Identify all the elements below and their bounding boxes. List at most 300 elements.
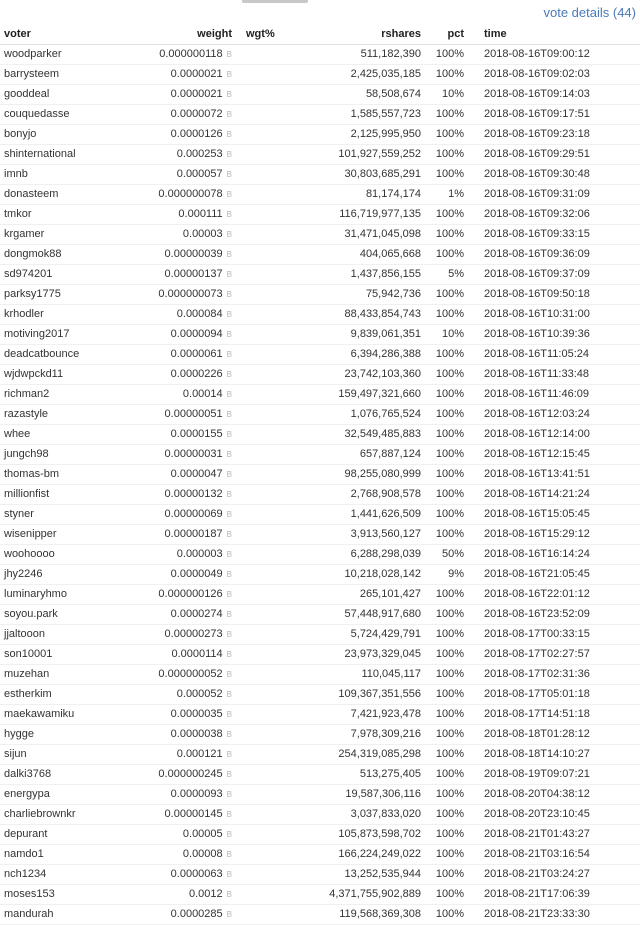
vote-pct: 100%: [425, 424, 468, 444]
vote-pct: 100%: [425, 304, 468, 324]
vote-weight: [128, 464, 236, 484]
vote-time: 2018-08-17T05:01:18: [468, 684, 640, 704]
vote-rshares: 13,252,535,944: [311, 864, 425, 884]
vote-weight: [128, 764, 236, 784]
table-row: [0, 884, 640, 904]
vote-wgt-percent: [236, 804, 311, 824]
vote-time: 2018-08-16T09:31:09: [468, 184, 640, 204]
voter-name[interactable]: deadcatbounce: [0, 344, 128, 364]
table-row: [0, 704, 640, 724]
vote-weight: [128, 804, 236, 824]
voter-name[interactable]: donasteem: [0, 184, 128, 204]
vote-pct: 100%: [425, 684, 468, 704]
vote-wgt-percent: [236, 604, 311, 624]
vote-pct: 100%: [425, 364, 468, 384]
voter-name[interactable]: luminaryhmo: [0, 584, 128, 604]
vote-rshares: 657,887,124: [311, 444, 425, 464]
vote-pct: 50%: [425, 544, 468, 564]
table-row: [0, 684, 640, 704]
vote-time: 2018-08-21T01:43:27: [468, 824, 640, 844]
table-row: [0, 604, 640, 624]
vote-weight: [128, 704, 236, 724]
vote-time: 2018-08-21T23:33:30: [468, 904, 640, 924]
vote-wgt-percent: [236, 584, 311, 604]
table-row: [0, 904, 640, 924]
vote-time: 2018-08-16T23:52:09: [468, 604, 640, 624]
table-row: [0, 844, 640, 864]
weight-value: 0.0000047: [170, 468, 223, 480]
table-row: [0, 824, 640, 844]
voter-name[interactable]: bonyjo: [0, 124, 128, 144]
vote-weight: [128, 344, 236, 364]
vote-wgt-percent: [236, 144, 311, 164]
table-row: [0, 244, 640, 264]
voter-name[interactable]: barrysteem: [0, 64, 128, 84]
bitcoin-icon: B: [226, 170, 232, 179]
voter-name[interactable]: thomas-bm: [0, 464, 128, 484]
vote-rshares: 6,288,298,039: [311, 544, 425, 564]
vote-rshares: 3,037,833,020: [311, 804, 425, 824]
bitcoin-icon: B: [226, 250, 232, 259]
vote-wgt-percent: [236, 504, 311, 524]
voter-name[interactable]: tmkor: [0, 204, 128, 224]
vote-wgt-percent: [236, 444, 311, 464]
vote-time: 2018-08-16T09:33:15: [468, 224, 640, 244]
voter-name[interactable]: richman2: [0, 384, 128, 404]
vote-time: 2018-08-18T01:28:12: [468, 724, 640, 744]
vote-rshares: 98,255,080,999: [311, 464, 425, 484]
table-row: [0, 484, 640, 504]
vote-time: 2018-08-17T00:33:15: [468, 624, 640, 644]
voter-name[interactable]: razastyle: [0, 404, 128, 424]
vote-weight: [128, 244, 236, 264]
vote-wgt-percent: [236, 844, 311, 864]
table-row: [0, 124, 640, 144]
vote-wgt-percent: [236, 164, 311, 184]
vote-rshares: 254,319,085,298: [311, 744, 425, 764]
voter-name[interactable]: woohoooo: [0, 544, 128, 564]
vote-time: 2018-08-17T02:31:36: [468, 664, 640, 684]
vote-weight: [128, 164, 236, 184]
bitcoin-icon: B: [226, 590, 232, 599]
voter-name[interactable]: dongmok88: [0, 244, 128, 264]
voter-name[interactable]: wisenipper: [0, 524, 128, 544]
vote-wgt-percent: [236, 824, 311, 844]
bitcoin-icon: B: [226, 630, 232, 639]
vote-rshares: 81,174,174: [311, 184, 425, 204]
vote-time: 2018-08-16T09:30:48: [468, 164, 640, 184]
vote-pct: 100%: [425, 724, 468, 744]
vote-rshares: 265,101,427: [311, 584, 425, 604]
vote-time: 2018-08-21T03:24:27: [468, 864, 640, 884]
vote-pct: 100%: [425, 484, 468, 504]
weight-value: 0.0000114: [171, 648, 223, 660]
vote-time: 2018-08-16T09:36:09: [468, 244, 640, 264]
vote-rshares: 2,425,035,185: [311, 64, 425, 84]
vote-rshares: 119,568,369,308: [311, 904, 425, 924]
table-row: [0, 344, 640, 364]
vote-wgt-percent: [236, 744, 311, 764]
weight-value: 0.0000021: [170, 68, 223, 80]
vote-pct: 100%: [425, 284, 468, 304]
table-row: [0, 104, 640, 124]
vote-wgt-percent: [236, 724, 311, 744]
vote-weight: [128, 724, 236, 744]
vote-time: 2018-08-16T16:14:24: [468, 544, 640, 564]
vote-weight: [128, 404, 236, 424]
vote-pct: 100%: [425, 604, 468, 624]
voter-name[interactable]: hygge: [0, 724, 128, 744]
vote-time: 2018-08-16T12:14:00: [468, 424, 640, 444]
vote-time: 2018-08-17T14:51:18: [468, 704, 640, 724]
table-header-row: [0, 24, 640, 44]
bitcoin-icon: B: [226, 110, 232, 119]
column-header-rshares[interactable]: rshares: [311, 24, 425, 44]
vote-weight: [128, 844, 236, 864]
bitcoin-icon: B: [226, 510, 232, 519]
vote-rshares: 1,441,626,509: [311, 504, 425, 524]
vote-weight: [128, 204, 236, 224]
table-row: [0, 524, 640, 544]
bitcoin-icon: B: [226, 330, 232, 339]
voter-name[interactable]: jjaltooon: [0, 624, 128, 644]
weight-value: 0.00000051: [164, 408, 223, 420]
vote-weight: [128, 744, 236, 764]
weight-value: 0.0000226: [170, 368, 223, 380]
bitcoin-icon: B: [226, 690, 232, 699]
vote-pct: 100%: [425, 64, 468, 84]
vote-wgt-percent: [236, 424, 311, 444]
table-row: [0, 724, 640, 744]
vote-pct: 100%: [425, 124, 468, 144]
voter-name[interactable]: energypa: [0, 784, 128, 804]
vote-pct: 100%: [425, 764, 468, 784]
vote-wgt-percent: [236, 524, 311, 544]
voter-name[interactable]: styner: [0, 504, 128, 524]
vote-wgt-percent: [236, 404, 311, 424]
vote-rshares: 88,433,854,743: [311, 304, 425, 324]
table-row: [0, 184, 640, 204]
vote-weight: [128, 824, 236, 844]
voter-name[interactable]: muzehan: [0, 664, 128, 684]
voter-name[interactable]: gooddeal: [0, 84, 128, 104]
vote-rshares: 23,973,329,045: [311, 644, 425, 664]
vote-rshares: 7,421,923,478: [311, 704, 425, 724]
vote-weight: [128, 784, 236, 804]
vote-rshares: 159,497,321,660: [311, 384, 425, 404]
weight-value: 0.000000126: [158, 588, 223, 600]
bitcoin-icon: B: [226, 210, 232, 219]
column-header-wgt-percent[interactable]: wgt%: [236, 24, 311, 44]
vote-weight: [128, 424, 236, 444]
table-row: [0, 264, 640, 284]
vote-weight: [128, 904, 236, 924]
weight-value: 0.000111: [178, 208, 223, 220]
vote-pct: 1%: [425, 184, 468, 204]
vote-time: 2018-08-16T11:33:48: [468, 364, 640, 384]
table-row: [0, 384, 640, 404]
bitcoin-icon: B: [226, 50, 232, 59]
weight-value: 0.0000126: [170, 128, 223, 140]
vote-rshares: 116,719,977,135: [311, 204, 425, 224]
vote-rshares: 32,549,485,883: [311, 424, 425, 444]
vote-wgt-percent: [236, 564, 311, 584]
weight-value: 0.0000274: [170, 608, 223, 620]
vote-rshares: 5,724,429,791: [311, 624, 425, 644]
vote-pct: 100%: [425, 384, 468, 404]
vote-time: 2018-08-16T09:37:09: [468, 264, 640, 284]
vote-time: 2018-08-17T02:27:57: [468, 644, 640, 664]
vote-pct: 100%: [425, 104, 468, 124]
voter-name[interactable]: shinternational: [0, 144, 128, 164]
bitcoin-icon: B: [226, 410, 232, 419]
column-header-voter[interactable]: voter: [0, 24, 128, 44]
vote-time: 2018-08-16T09:32:06: [468, 204, 640, 224]
vote-rshares: 57,448,917,680: [311, 604, 425, 624]
voter-name[interactable]: jhy2246: [0, 564, 128, 584]
table-row: [0, 204, 640, 224]
voter-name[interactable]: charliebrownkr: [0, 804, 128, 824]
table-row: [0, 664, 640, 684]
bitcoin-icon: B: [226, 550, 232, 559]
voter-name[interactable]: mandurah: [0, 904, 128, 924]
vote-wgt-percent: [236, 904, 311, 924]
bitcoin-icon: B: [226, 270, 232, 279]
column-header-weight[interactable]: weight: [128, 24, 236, 44]
vote-rshares: 30,803,685,291: [311, 164, 425, 184]
vote-pct: 100%: [425, 44, 468, 64]
vote-weight: [128, 224, 236, 244]
vote-weight: [128, 584, 236, 604]
weight-value: 0.00000273: [164, 628, 223, 640]
bitcoin-icon: B: [226, 850, 232, 859]
vote-weight: [128, 304, 236, 324]
vote-weight: [128, 104, 236, 124]
vote-wgt-percent: [236, 124, 311, 144]
vote-time: 2018-08-16T22:01:12: [468, 584, 640, 604]
weight-value: 0.00000069: [164, 508, 223, 520]
weight-value: 0.0000061: [170, 348, 223, 360]
weight-value: 0.000084: [176, 308, 223, 320]
table-row: [0, 804, 640, 824]
vote-time: 2018-08-16T10:31:00: [468, 304, 640, 324]
vote-pct: 100%: [425, 404, 468, 424]
vote-time: 2018-08-16T09:29:51: [468, 144, 640, 164]
vote-pct: 100%: [425, 744, 468, 764]
bitcoin-icon: B: [226, 870, 232, 879]
vote-weight: [128, 84, 236, 104]
vote-time: 2018-08-16T15:29:12: [468, 524, 640, 544]
vote-wgt-percent: [236, 264, 311, 284]
vote-wgt-percent: [236, 704, 311, 724]
vote-rshares: 105,873,598,702: [311, 824, 425, 844]
vote-pct: 100%: [425, 644, 468, 664]
weight-value: 0.0000021: [170, 88, 223, 100]
column-header-pct[interactable]: pct: [425, 24, 468, 44]
vote-pct: 100%: [425, 144, 468, 164]
voter-name[interactable]: depurant: [0, 824, 128, 844]
vote-rshares: 110,045,117: [311, 664, 425, 684]
vote-rshares: 31,471,045,098: [311, 224, 425, 244]
votes-table-body: [0, 44, 640, 924]
vote-wgt-percent: [236, 344, 311, 364]
vote-rshares: 404,065,668: [311, 244, 425, 264]
vote-pct: 100%: [425, 804, 468, 824]
voter-name[interactable]: woodparker: [0, 44, 128, 64]
vote-wgt-percent: [236, 784, 311, 804]
bitcoin-icon: B: [226, 470, 232, 479]
vote-time: 2018-08-16T21:05:45: [468, 564, 640, 584]
bitcoin-icon: B: [226, 290, 232, 299]
voter-name[interactable]: millionfist: [0, 484, 128, 504]
voter-name[interactable]: soyou.park: [0, 604, 128, 624]
bitcoin-icon: B: [226, 450, 232, 459]
bitcoin-icon: B: [226, 750, 232, 759]
weight-value: 0.000057: [176, 168, 223, 180]
vote-rshares: 75,942,736: [311, 284, 425, 304]
votes-table: [0, 24, 640, 925]
voter-name[interactable]: son10001: [0, 644, 128, 664]
voter-name[interactable]: estherkim: [0, 684, 128, 704]
weight-value: 0.0000155: [170, 428, 223, 440]
weight-value: 0.0000072: [170, 108, 223, 120]
voter-name[interactable]: parksy1775: [0, 284, 128, 304]
vote-wgt-percent: [236, 544, 311, 564]
vote-time: 2018-08-16T11:46:09: [468, 384, 640, 404]
voter-name[interactable]: sd974201: [0, 264, 128, 284]
vote-rshares: 10,218,028,142: [311, 564, 425, 584]
voter-name[interactable]: krhodler: [0, 304, 128, 324]
vote-time: 2018-08-20T23:10:45: [468, 804, 640, 824]
vote-pct: 100%: [425, 864, 468, 884]
vote-pct: 10%: [425, 324, 468, 344]
vote-weight: [128, 124, 236, 144]
vote-weight: [128, 444, 236, 464]
bitcoin-icon: B: [226, 530, 232, 539]
vote-wgt-percent: [236, 244, 311, 264]
weight-value: 0.0000285: [170, 908, 223, 920]
vote-pct: 9%: [425, 564, 468, 584]
voter-name[interactable]: maekawamiku: [0, 704, 128, 724]
vote-weight: [128, 384, 236, 404]
vote-time: 2018-08-16T09:23:18: [468, 124, 640, 144]
vote-rshares: 166,224,249,022: [311, 844, 425, 864]
voter-name[interactable]: wjdwpckd11: [0, 364, 128, 384]
vote-wgt-percent: [236, 864, 311, 884]
voter-name[interactable]: dalki3768: [0, 764, 128, 784]
table-row: [0, 864, 640, 884]
voter-name[interactable]: krgamer: [0, 224, 128, 244]
table-row: [0, 144, 640, 164]
column-header-time[interactable]: time: [468, 24, 640, 44]
vote-pct: 5%: [425, 264, 468, 284]
voter-name[interactable]: sijun: [0, 744, 128, 764]
weight-value: 0.0000035: [170, 708, 223, 720]
vote-time: 2018-08-19T09:07:21: [468, 764, 640, 784]
voter-name[interactable]: jungch98: [0, 444, 128, 464]
bitcoin-icon: B: [226, 190, 232, 199]
vote-weight: [128, 684, 236, 704]
vote-rshares: 6,394,286,388: [311, 344, 425, 364]
weight-value: 0.000000118: [159, 48, 223, 60]
vote-wgt-percent: [236, 384, 311, 404]
vote-weight: [128, 504, 236, 524]
vote-pct: 100%: [425, 904, 468, 924]
vote-pct: 100%: [425, 524, 468, 544]
vote-wgt-percent: [236, 484, 311, 504]
vote-rshares: 9,839,061,351: [311, 324, 425, 344]
bitcoin-icon: B: [226, 150, 232, 159]
voter-name[interactable]: nch1234: [0, 864, 128, 884]
vote-pct: 100%: [425, 224, 468, 244]
vote-wgt-percent: [236, 664, 311, 684]
vote-wgt-percent: [236, 44, 311, 64]
vote-weight: [128, 644, 236, 664]
table-row: [0, 224, 640, 244]
vote-pct: 100%: [425, 784, 468, 804]
voter-name[interactable]: whee: [0, 424, 128, 444]
table-row: [0, 304, 640, 324]
vote-wgt-percent: [236, 464, 311, 484]
weight-value: 0.0000094: [170, 328, 223, 340]
vote-wgt-percent: [236, 304, 311, 324]
bitcoin-icon: B: [226, 70, 232, 79]
bitcoin-icon: B: [226, 230, 232, 239]
vote-wgt-percent: [236, 364, 311, 384]
vote-weight: [128, 184, 236, 204]
voter-name[interactable]: namdo1: [0, 844, 128, 864]
weight-value: 0.00005: [182, 828, 223, 840]
vote-wgt-percent: [236, 204, 311, 224]
weight-value: 0.0000038: [170, 728, 223, 740]
bitcoin-icon: B: [226, 890, 232, 899]
vote-weight: [128, 624, 236, 644]
vote-wgt-percent: [236, 104, 311, 124]
vote-rshares: 511,182,390: [311, 44, 425, 64]
vote-time: 2018-08-16T09:17:51: [468, 104, 640, 124]
weight-value: 0.00000031: [164, 448, 223, 460]
vote-pct: 100%: [425, 664, 468, 684]
vote-wgt-percent: [236, 624, 311, 644]
vote-pct: 100%: [425, 204, 468, 224]
vote-weight: [128, 484, 236, 504]
bitcoin-icon: B: [226, 310, 232, 319]
bitcoin-icon: B: [226, 790, 232, 799]
vote-weight: [128, 604, 236, 624]
table-row: [0, 284, 640, 304]
vote-pct: 100%: [425, 704, 468, 724]
weight-value: 0.000253: [176, 148, 223, 160]
table-row: [0, 564, 640, 584]
voter-name[interactable]: motiving2017: [0, 324, 128, 344]
bitcoin-icon: B: [226, 130, 232, 139]
vote-time: 2018-08-16T14:21:24: [468, 484, 640, 504]
vote-time: 2018-08-21T17:06:39: [468, 884, 640, 904]
bitcoin-icon: B: [226, 910, 232, 919]
vote-wgt-percent: [236, 84, 311, 104]
table-row: [0, 404, 640, 424]
voter-name[interactable]: imnb: [0, 164, 128, 184]
weight-value: 0.000000245: [158, 768, 223, 780]
vote-details-link[interactable]: vote details (44): [543, 5, 636, 20]
voter-name[interactable]: couquedasse: [0, 104, 128, 124]
voter-name[interactable]: moses153: [0, 884, 128, 904]
vote-time: 2018-08-16T09:02:03: [468, 64, 640, 84]
vote-pct: 100%: [425, 584, 468, 604]
weight-value: 0.00000132: [164, 488, 223, 500]
bitcoin-icon: B: [226, 670, 232, 679]
vote-pct: 100%: [425, 624, 468, 644]
